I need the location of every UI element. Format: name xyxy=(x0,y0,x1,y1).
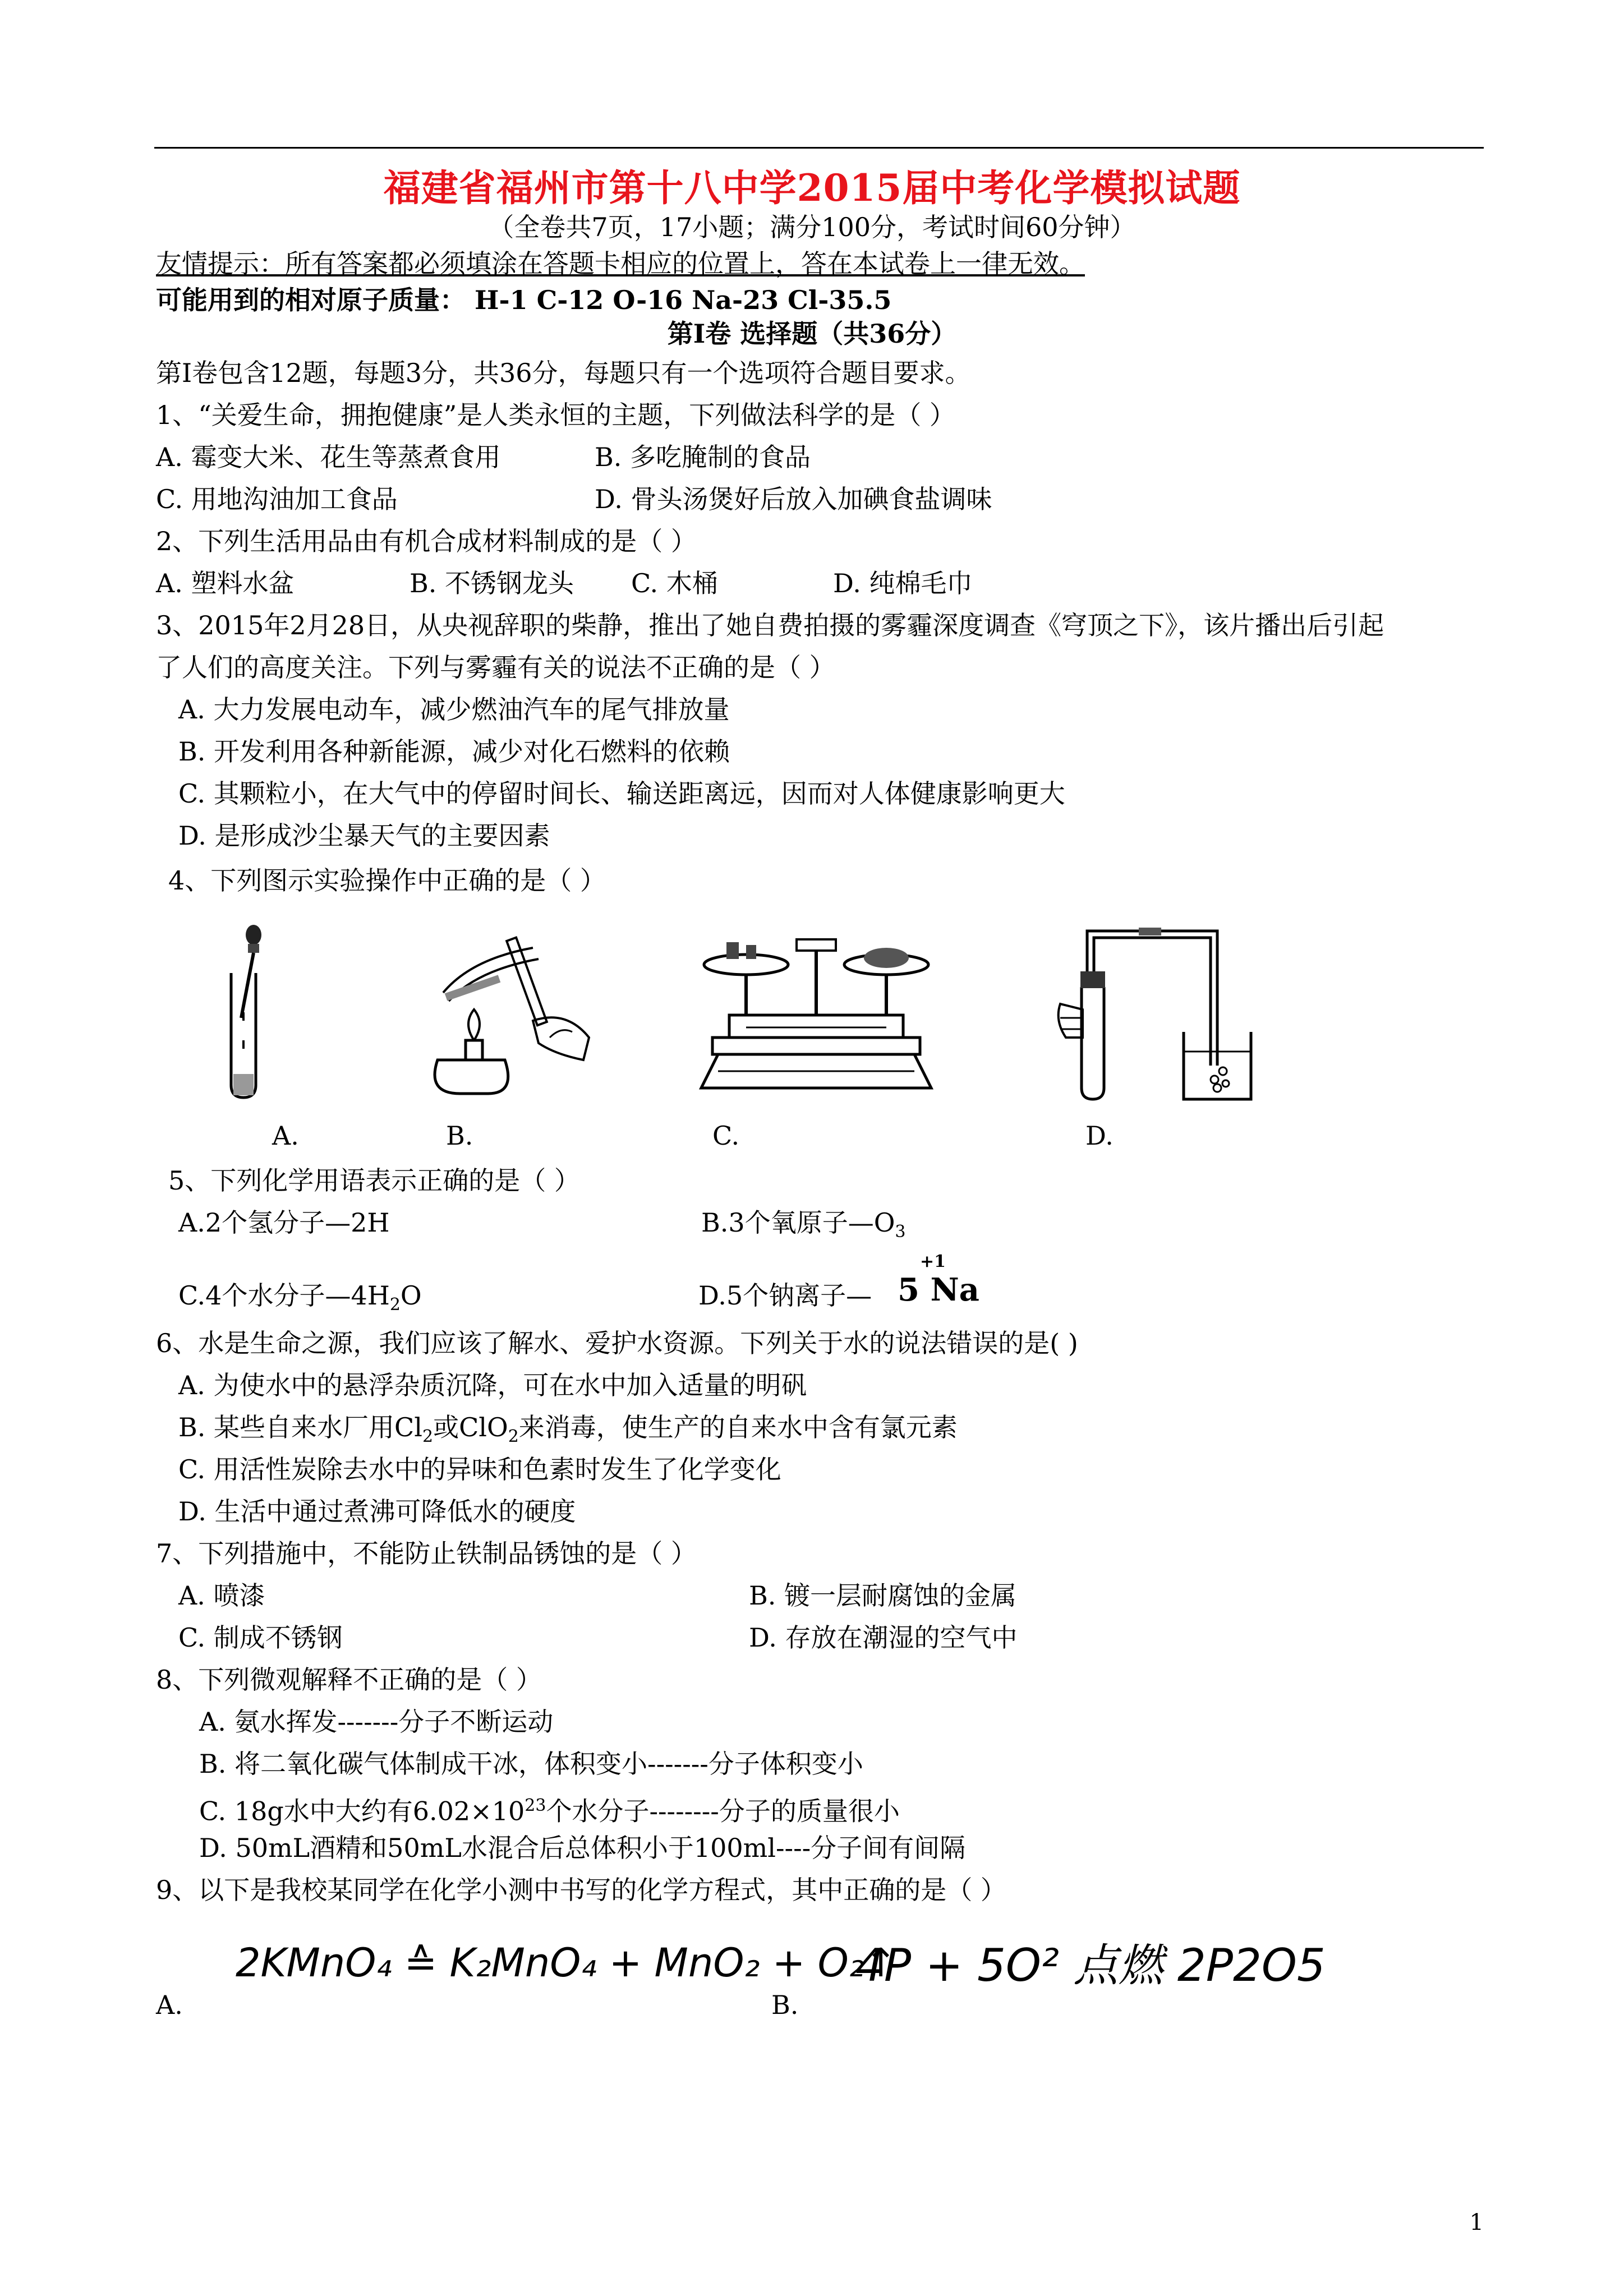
q9-stem: 9、以下是我校某同学在化学小测中书写的化学方程式，其中正确的是（ ） xyxy=(156,1875,1006,1905)
q2-option-d: D. 纯棉毛巾 xyxy=(833,568,973,598)
top-rule xyxy=(154,147,1484,149)
figure-b-heating xyxy=(404,925,606,1099)
q9-option-b-label: B. xyxy=(771,1990,799,2020)
q3-stem-2: 了人们的高度关注。下列与雾霾有关的说法不正确的是（ ） xyxy=(156,652,835,683)
q1-option-d: D. 骨头汤煲好后放入加碘食盐调味 xyxy=(595,484,992,514)
q8-option-c: C. 18g水中大约有$6.02\times 10^{23}$个水分子--------分子的质量很小 xyxy=(199,1796,900,1827)
q5-sodium-formula: 5 Na xyxy=(898,1271,979,1308)
q8-option-b: B. 将二氧化碳气体制成干冰，体积变小-------分子体积变小 xyxy=(199,1749,863,1779)
q5-option-d: D.5个钠离子— xyxy=(698,1280,872,1311)
q6-stem: 6、水是生命之源，我们应该了解水、爱护水资源。下列关于水的说法错误的是( ) xyxy=(156,1328,1078,1358)
q2-stem: 2、下列生活用品由有机合成材料制成的是（ ） xyxy=(156,526,697,556)
q8-stem: 8、下列微观解释不正确的是（ ） xyxy=(156,1665,542,1695)
subtitle: （全卷共7页，17小题；满分100分，考试时间60分钟） xyxy=(488,212,1136,242)
q1-option-b: B. 多吃腌制的食品 xyxy=(595,442,811,472)
section-title: 第Ⅰ卷 选择题（共36分） xyxy=(667,319,957,349)
q8-option-a: A. 氨水挥发-------分子不断运动 xyxy=(199,1707,554,1737)
q1-option-c: C. 用地沟油加工食品 xyxy=(156,484,398,514)
q7-option-d: D. 存放在潮湿的空气中 xyxy=(749,1622,1018,1653)
q2-option-b: B. 不锈钢龙头 xyxy=(410,568,574,598)
q3-option-a: A. 大力发展电动车，减少燃油汽车的尾气排放量 xyxy=(178,694,730,725)
q9-option-a-label: A. xyxy=(156,1990,183,2020)
q6-option-d: D. 生活中通过煮沸可降低水的硬度 xyxy=(178,1496,576,1527)
q2-option-c: C. 木桶 xyxy=(631,568,718,598)
q5-sodium-charge: +1 xyxy=(920,1252,946,1271)
figure-d-airtightness xyxy=(1049,920,1273,1105)
q9-handwritten-equation-b: 4P + 5O² 点燃 2P2O5 xyxy=(855,1939,1326,1991)
q6-option-a: A. 为使水中的悬浮杂质沉降，可在水中加入适量的明矾 xyxy=(178,1370,807,1400)
notice: 友情提示：所有答案都必须填涂在答题卡相应的位置上，答在本试卷上一律无效。 xyxy=(156,248,1085,279)
q7-option-a: A. 喷漆 xyxy=(178,1580,265,1611)
q5-option-c: C.4个水分子$—4H_2O$ xyxy=(178,1280,422,1315)
q5-option-b: B.3个氧原子$—O_3$ xyxy=(701,1207,906,1242)
q3-option-d: D. 是形成沙尘暴天气的主要因素 xyxy=(178,820,550,851)
page-title: 福建省福州市第十八中学2015届中考化学模拟试题 xyxy=(383,166,1241,210)
q4-label-d: D. xyxy=(1085,1121,1114,1151)
q7-option-b: B. 镀一层耐腐蚀的金属 xyxy=(749,1580,1017,1611)
q4-label-a: A. xyxy=(272,1121,299,1151)
q4-label-c: C. xyxy=(712,1121,740,1151)
q3-option-b: B. 开发利用各种新能源，减少对化石燃料的依赖 xyxy=(178,736,730,767)
q2-option-a: A. 塑料水盆 xyxy=(156,568,295,598)
q9-handwritten-equation-a: 2KMnO₄ ≙ K₂MnO₄ + MnO₂ + O₂↑ xyxy=(236,1940,898,1986)
figure-a-dropper xyxy=(219,923,280,1102)
q3-option-c: C. 其颗粒小，在大气中的停留时间长、输送距离远，因而对人体健康影响更大 xyxy=(178,778,1065,809)
q6-option-b: B. 某些自来水厂用$Cl_2$或ClO$_2$来消毒，使生产的自来水中含有氯元素 xyxy=(178,1412,958,1447)
q3-stem-1: 3、2015年2月28日，从央视辞职的柴静，推出了她自费拍摄的雾霾深度调查《穹顶之下》，该片播出后引起 xyxy=(156,610,1384,640)
q7-option-c: C. 制成不锈钢 xyxy=(178,1622,343,1653)
q6-option-c: C. 用活性炭除去水中的异味和色素时发生了化学变化 xyxy=(178,1454,781,1484)
q4-label-b: B. xyxy=(446,1121,473,1151)
q5-option-a: A.2个氢分子—2H xyxy=(178,1207,390,1238)
q7-stem: 7、下列措施中，不能防止铁制品锈蚀的是（ ） xyxy=(156,1538,697,1569)
atomic-masses: 可能用到的相对原子质量： H-1 C-12 O-16 Na-23 Cl-35.5 xyxy=(156,285,892,315)
section-desc: 第Ⅰ卷包含12题，每题3分，共36分，每题只有一个选项符合题目要求。 xyxy=(156,358,971,388)
page-number: 1 xyxy=(1469,2210,1484,2235)
q4-stem: 4、下列图示实验操作中正确的是（ ） xyxy=(168,865,606,896)
q8-option-d: D. 50mL酒精和50mL水混合后总体积小于100ml----分子间有间隔 xyxy=(199,1833,966,1863)
q5-stem: 5、下列化学用语表示正确的是（ ） xyxy=(168,1165,580,1196)
q1-option-a: A. 霉变大米、花生等蒸煮食用 xyxy=(156,442,501,472)
figure-c-balance xyxy=(696,931,937,1099)
q1-stem: 1、“关爱生命，拥抱健康”是人类永恒的主题，下列做法科学的是（ ） xyxy=(156,400,955,430)
